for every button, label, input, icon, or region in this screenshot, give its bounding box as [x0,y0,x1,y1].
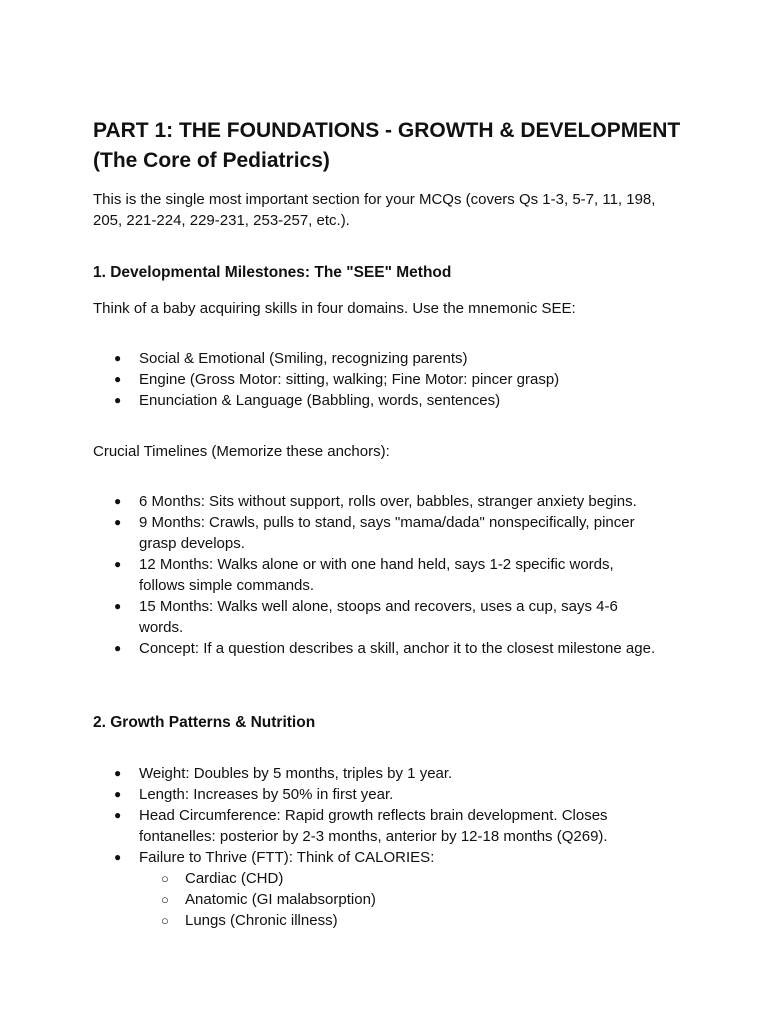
list-item: ● Head Circumference: Rapid growth reflects brain development. Closes fontanelles: posterior by 2-3 months, anterior by 12-18 months (Q269). [93,805,663,847]
list-item: ● Engine (Gross Motor: sitting, walking; Fine Motor: pincer grasp) [93,369,683,390]
list-item: ● 9 Months: Crawls, pulls to stand, says "mama/dada" nonspecifically, pincer grasp develops. [93,512,663,554]
page-title: PART 1: THE FOUNDATIONS - GROWTH & DEVELOPMENT (The Core of Pediatrics) [93,119,681,172]
list-item: ● Enunciation & Language (Babbling, words, sentences) [93,390,683,411]
list-item: ● Social & Emotional (Smiling, recognizing parents) [93,348,683,369]
list-item: ● Weight: Doubles by 5 months, triples by 1 year. [93,763,663,784]
list-item: ● Length: Increases by 50% in first year. [93,784,663,805]
sub-list-item: ○ Anatomic (GI malabsorption) [139,889,663,910]
list-item: ● 15 Months: Walks well alone, stoops and recovers, uses a cup, says 4-6 words. [93,596,663,638]
timelines-list [93,491,663,659]
intro-paragraph: This is the single most important section for your MCQs (covers Qs 1-3, 5-7, 11, 198, 205, 221-224, 229-231, 253-257, etc.). [93,191,656,229]
ftt-sublist [139,868,663,931]
section-heading-growth: 2. Growth Patterns & Nutrition [93,714,316,731]
section-heading-milestones: 1. Developmental Milestones: The "SEE" Method [93,264,452,281]
sub-list-item: ○ Lungs (Chronic illness) [139,910,663,931]
growth-list [93,763,663,931]
list-item: ● 6 Months: Sits without support, rolls over, babbles, stranger anxiety begins. [93,491,663,512]
list-item: ● Concept: If a question describes a skill, anchor it to the closest milestone age. [93,638,663,659]
list-item-ftt [93,847,663,931]
list-item: ● 12 Months: Walks alone or with one hand held, says 1-2 specific words, follows simple commands. [93,554,663,596]
see-lead-paragraph: Think of a baby acquiring skills in four domains. Use the mnemonic SEE: [93,300,576,317]
see-list [93,348,683,411]
timelines-label: Crucial Timelines (Memorize these anchors): [93,443,390,460]
ftt-label: Failure to Thrive (FTT): Think of CALORIES: [139,849,435,866]
sub-list-item: ○ Cardiac (CHD) [139,868,663,889]
